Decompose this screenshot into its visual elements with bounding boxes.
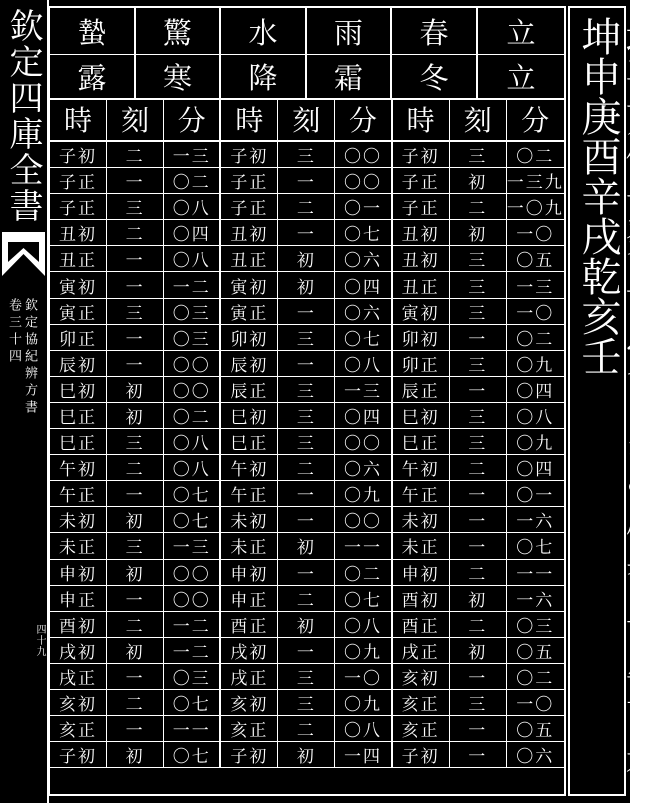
table-cell: 三 xyxy=(450,690,507,715)
table-cell: 〇八 xyxy=(164,429,221,454)
table-cell: 二 xyxy=(278,455,335,480)
table-cell: 二 xyxy=(278,716,335,741)
table-row xyxy=(50,586,564,612)
table-cell: 三 xyxy=(450,246,507,271)
table-cell: 二 xyxy=(107,690,164,715)
table-cell: 午初 xyxy=(393,455,450,480)
table-cell: 〇二 xyxy=(516,668,555,689)
table-cell: 〇八 xyxy=(164,455,221,480)
table-cell: 一三 xyxy=(335,377,392,402)
term-jing: 驚 xyxy=(136,8,221,54)
table-cell: 〇〇 xyxy=(164,560,221,585)
table-cell: 〇三 xyxy=(164,664,221,689)
table-cell: 三 xyxy=(107,194,164,219)
table-cell: 申正 xyxy=(221,586,278,611)
table-cell: 一三 xyxy=(164,142,221,167)
table-cell: 〇二 xyxy=(164,403,221,428)
table-cell: 一 xyxy=(450,325,507,350)
table-cell: 巳正 xyxy=(50,403,107,428)
table-cell: 丑初 xyxy=(221,220,278,245)
table-row xyxy=(50,690,564,716)
table-cell: 午正 xyxy=(50,481,107,506)
table-cell: 一 xyxy=(450,742,507,767)
table-cell: 酉初 xyxy=(393,586,450,611)
table-cell: 初 xyxy=(107,742,164,767)
table-cell: 未正 xyxy=(393,533,450,558)
table-cell: 亥正 xyxy=(393,716,450,741)
table-row xyxy=(50,351,564,377)
unit-ke: 刻 xyxy=(107,98,164,140)
table-cell: 初 xyxy=(107,403,164,428)
table-cell: 〇五 xyxy=(516,251,555,272)
table-cell: 一二 xyxy=(164,612,221,637)
table-cell: 二 xyxy=(107,220,164,245)
table-cell: 一〇 xyxy=(335,664,392,689)
table-cell: 巳正 xyxy=(50,429,107,454)
table-cell: 〇〇 xyxy=(164,351,221,376)
table-cell: 三 xyxy=(278,377,335,402)
table-cell: 一〇 xyxy=(516,225,555,246)
table-cell: 〇八 xyxy=(164,194,221,219)
table-cell: 戌初 xyxy=(221,638,278,663)
table-cell: 〇六 xyxy=(335,246,392,271)
table-cell: 丑初 xyxy=(50,220,107,245)
table-cell: 一 xyxy=(278,299,335,324)
time-table xyxy=(48,6,566,796)
unit-ke: 刻 xyxy=(450,98,507,140)
table-cell: 戌正 xyxy=(393,638,450,663)
table-cell: 三 xyxy=(107,429,164,454)
table-cell: 未正 xyxy=(221,533,278,558)
table-cell: 申初 xyxy=(393,560,450,585)
table-cell: 亥正 xyxy=(50,716,107,741)
term-jingzhe: 蟄 xyxy=(50,8,136,54)
table-cell: 辰正 xyxy=(393,377,450,402)
table-cell: 〇二 xyxy=(335,560,392,585)
table-cell: 初 xyxy=(278,742,335,767)
table-cell: 二 xyxy=(278,194,335,219)
table-cell: 一二 xyxy=(164,638,221,663)
table-cell: 未初 xyxy=(393,507,450,532)
table-cell: 丑初 xyxy=(393,220,450,245)
binding-margin xyxy=(0,0,49,803)
table-cell: 亥初 xyxy=(393,664,450,689)
table-cell: 初 xyxy=(107,377,164,402)
table-cell: 〇七 xyxy=(516,538,555,559)
table-cell: 三 xyxy=(107,533,164,558)
table-row xyxy=(50,560,564,586)
table-cell: 一〇 xyxy=(516,695,555,716)
table-cell: 一 xyxy=(107,664,164,689)
table-cell: 一 xyxy=(450,533,507,558)
table-cell: 巳初 xyxy=(393,403,450,428)
table-cell: 辰初 xyxy=(221,351,278,376)
table-row xyxy=(50,507,564,533)
table-row xyxy=(50,481,564,507)
table-cell: 一 xyxy=(450,664,507,689)
table-cell: 午正 xyxy=(221,481,278,506)
table-cell: 二 xyxy=(107,612,164,637)
table-cell: 酉正 xyxy=(221,612,278,637)
table-cell: 二 xyxy=(107,142,164,167)
table-cell: 一 xyxy=(107,716,164,741)
table-cell: 〇六 xyxy=(516,747,555,768)
table-cell: 一六 xyxy=(516,512,555,533)
table-cell: 二 xyxy=(278,586,335,611)
table-cell: 初 xyxy=(450,168,507,193)
table-cell: 寅正 xyxy=(221,299,278,324)
unit-fen: 分 xyxy=(335,98,392,140)
table-cell: 〇六 xyxy=(335,299,392,324)
table-cell: 一六 xyxy=(516,590,555,611)
table-cell: 申初 xyxy=(221,560,278,585)
table-cell: 三 xyxy=(278,403,335,428)
table-cell: 一 xyxy=(278,507,335,532)
table-cell: 〇四 xyxy=(335,403,392,428)
direction-text: 地平方位子癸丑艮寅甲卯乙辰巽巳丙午丁未坤申庚酉辛戌乾亥壬 xyxy=(575,16,665,776)
table-cell: 三 xyxy=(450,403,507,428)
table-cell: 未初 xyxy=(50,507,107,532)
table-cell: 一 xyxy=(107,586,164,611)
table-cell: 〇四 xyxy=(516,381,555,402)
table-cell: 三 xyxy=(450,299,507,324)
term-jiang: 降 xyxy=(221,54,307,98)
table-cell: 未初 xyxy=(221,507,278,532)
table-row xyxy=(50,612,564,638)
table-cell: 亥初 xyxy=(50,690,107,715)
table-cell: 一〇九 xyxy=(506,199,564,220)
unit-fen: 分 xyxy=(164,98,221,140)
table-cell: 午初 xyxy=(50,455,107,480)
table-cell: 巳正 xyxy=(221,429,278,454)
table-cell: 巳正 xyxy=(393,429,450,454)
table-row xyxy=(50,455,564,481)
table-cell: 一 xyxy=(107,168,164,193)
unit-shi: 時 xyxy=(221,98,278,140)
table-cell: 子初 xyxy=(221,742,278,767)
table-cell: 〇二 xyxy=(516,147,555,168)
table-cell: 巳初 xyxy=(221,403,278,428)
table-cell: 〇五 xyxy=(516,721,555,742)
table-cell: 三 xyxy=(450,272,507,297)
table-cell: 〇八 xyxy=(335,351,392,376)
table-cell: 〇五 xyxy=(516,642,555,663)
table-cell: 卯初 xyxy=(393,325,450,350)
table-cell: 申正 xyxy=(50,586,107,611)
table-cell: 子正 xyxy=(221,194,278,219)
direction-column xyxy=(568,6,665,796)
table-cell: 一一 xyxy=(335,533,392,558)
header-row-1 xyxy=(50,8,564,55)
table-cell: 一三 xyxy=(516,277,555,298)
table-cell: 三 xyxy=(450,351,507,376)
table-cell: 午初 xyxy=(221,455,278,480)
table-cell: 酉正 xyxy=(393,612,450,637)
table-cell: 初 xyxy=(450,586,507,611)
term-han: 寒 xyxy=(136,54,221,98)
table-cell: 戌正 xyxy=(50,664,107,689)
table-row xyxy=(50,168,564,194)
table-row xyxy=(50,377,564,403)
table-cell: 〇三 xyxy=(516,616,555,637)
table-cell: 初 xyxy=(107,638,164,663)
table-cell: 巳初 xyxy=(50,377,107,402)
table-cell: 丑正 xyxy=(50,246,107,271)
term-chun: 春 xyxy=(392,8,478,54)
table-cell: 子正 xyxy=(221,168,278,193)
table-cell: 戌初 xyxy=(50,638,107,663)
table-cell: 初 xyxy=(278,246,335,271)
unit-shi: 時 xyxy=(50,98,107,140)
table-cell: 一 xyxy=(278,481,335,506)
table-cell: 〇一 xyxy=(335,194,392,219)
table-cell: 二 xyxy=(450,455,507,480)
table-cell: 二 xyxy=(107,455,164,480)
table-row xyxy=(50,142,564,168)
table-cell: 〇一 xyxy=(516,486,555,507)
table-row xyxy=(50,638,564,664)
table-cell: 子正 xyxy=(50,194,107,219)
table-cell: 三 xyxy=(278,142,335,167)
margin-volume: 卷三十四 xyxy=(6,298,21,366)
table-cell: 〇九 xyxy=(516,434,555,455)
table-cell: 〇三 xyxy=(164,325,221,350)
table-body xyxy=(50,142,564,768)
table-cell: 〇七 xyxy=(164,481,221,506)
table-cell: 〇九 xyxy=(335,690,392,715)
term-li: 立 xyxy=(506,15,536,50)
table-cell: 〇七 xyxy=(335,325,392,350)
table-cell: 亥初 xyxy=(221,690,278,715)
table-cell: 子初 xyxy=(393,742,450,767)
table-cell: 一 xyxy=(278,168,335,193)
table-cell: 未正 xyxy=(50,533,107,558)
table-cell: 〇〇 xyxy=(335,507,392,532)
table-cell: 〇四 xyxy=(516,460,555,481)
table-cell: 一 xyxy=(107,272,164,297)
table-cell: 一三九 xyxy=(506,173,564,194)
table-cell: 一 xyxy=(107,351,164,376)
table-cell: 〇二 xyxy=(164,168,221,193)
table-cell: 一二 xyxy=(164,272,221,297)
table-cell: 酉初 xyxy=(50,612,107,637)
book-title: 欽定四庫全書 xyxy=(3,8,43,224)
term-li-2: 立 xyxy=(506,60,536,95)
table-cell: 一 xyxy=(450,716,507,741)
table-cell: 〇〇 xyxy=(164,377,221,402)
table-cell: 〇〇 xyxy=(335,429,392,454)
table-cell: 初 xyxy=(278,612,335,637)
table-cell: 一一 xyxy=(516,564,555,585)
table-cell: 三 xyxy=(278,690,335,715)
table-cell: 一 xyxy=(107,246,164,271)
table-cell: 一〇 xyxy=(516,303,555,324)
table-cell: 〇八 xyxy=(335,716,392,741)
table-cell: 〇九 xyxy=(335,638,392,663)
table-cell: 〇七 xyxy=(164,742,221,767)
table-cell: 寅初 xyxy=(221,272,278,297)
table-row xyxy=(50,664,564,690)
table-cell: 三 xyxy=(107,299,164,324)
table-cell: 一 xyxy=(278,351,335,376)
table-cell: 一三 xyxy=(164,533,221,558)
table-cell: 亥正 xyxy=(221,716,278,741)
table-cell: 一 xyxy=(450,481,507,506)
table-cell: 丑初 xyxy=(393,246,450,271)
table-cell: 三 xyxy=(278,429,335,454)
table-cell: 午正 xyxy=(393,481,450,506)
table-row xyxy=(50,429,564,455)
term-yu: 雨 xyxy=(307,8,392,54)
table-cell: 二 xyxy=(450,194,507,219)
table-row xyxy=(50,742,564,768)
table-cell: 卯初 xyxy=(221,325,278,350)
table-row xyxy=(50,220,564,246)
table-cell: 〇七 xyxy=(335,586,392,611)
table-cell: 三 xyxy=(450,429,507,454)
table-cell: 卯正 xyxy=(50,325,107,350)
table-cell: 二 xyxy=(450,612,507,637)
table-row xyxy=(50,325,564,351)
table-cell: 初 xyxy=(450,220,507,245)
table-cell: 一 xyxy=(107,481,164,506)
table-cell: 一一 xyxy=(164,716,221,741)
table-cell: 〇二 xyxy=(516,329,555,350)
table-cell: 三 xyxy=(450,142,507,167)
table-cell: 〇八 xyxy=(335,612,392,637)
table-cell: 子正 xyxy=(50,168,107,193)
term-shuang: 霜 xyxy=(307,54,392,98)
table-cell: 〇〇 xyxy=(164,586,221,611)
margin-book-name: 欽定協紀辨方書 xyxy=(22,298,37,417)
table-cell: 初 xyxy=(278,533,335,558)
table-cell: 一 xyxy=(107,325,164,350)
table-cell: 〇〇 xyxy=(335,142,392,167)
table-cell: 初 xyxy=(107,560,164,585)
table-row xyxy=(50,299,564,325)
table-cell: 〇八 xyxy=(164,246,221,271)
table-cell: 〇八 xyxy=(516,407,555,428)
table-row xyxy=(50,246,564,272)
table-cell: 寅正 xyxy=(50,299,107,324)
table-cell: 子初 xyxy=(393,142,450,167)
unit-fen: 分 xyxy=(521,104,550,137)
table-cell: 寅初 xyxy=(50,272,107,297)
table-cell: 一 xyxy=(450,507,507,532)
table-cell: 寅初 xyxy=(393,299,450,324)
table-row xyxy=(50,533,564,559)
table-cell: 初 xyxy=(278,272,335,297)
unit-header-row xyxy=(50,98,564,142)
fish-tail-mark-icon xyxy=(2,232,45,276)
table-cell: 〇三 xyxy=(164,299,221,324)
table-row xyxy=(50,403,564,429)
term-lu: 露 xyxy=(50,54,136,98)
table-cell: 子初 xyxy=(50,142,107,167)
table-cell: 〇九 xyxy=(516,355,555,376)
term-dong: 冬 xyxy=(392,54,478,98)
table-cell: 二 xyxy=(450,560,507,585)
table-cell: 丑正 xyxy=(221,246,278,271)
table-cell: 子初 xyxy=(221,142,278,167)
table-cell: 一 xyxy=(278,638,335,663)
table-row xyxy=(50,194,564,220)
table-cell: 一 xyxy=(278,560,335,585)
table-cell: 三 xyxy=(278,664,335,689)
unit-shi: 時 xyxy=(393,98,450,140)
table-cell: 一 xyxy=(450,377,507,402)
table-cell: 〇七 xyxy=(164,507,221,532)
table-cell: 〇七 xyxy=(335,220,392,245)
table-row xyxy=(50,716,564,742)
table-cell: 〇四 xyxy=(164,220,221,245)
table-cell: 申初 xyxy=(50,560,107,585)
table-cell: 初 xyxy=(107,507,164,532)
table-cell: 辰正 xyxy=(221,377,278,402)
folio-number: 四十九 xyxy=(34,624,45,657)
table-row xyxy=(50,272,564,298)
table-cell: 卯正 xyxy=(393,351,450,376)
table-cell: 子正 xyxy=(393,168,450,193)
table-cell: 〇四 xyxy=(335,272,392,297)
table-cell: 亥正 xyxy=(393,690,450,715)
table-cell: 一 xyxy=(278,220,335,245)
table-cell: 〇六 xyxy=(335,455,392,480)
table-cell: 子正 xyxy=(393,194,450,219)
header-row-2 xyxy=(50,54,564,100)
table-cell: 〇九 xyxy=(335,481,392,506)
table-cell: 〇七 xyxy=(164,690,221,715)
table-cell: 初 xyxy=(450,638,507,663)
table-cell: 戌正 xyxy=(221,664,278,689)
term-shui: 水 xyxy=(221,8,307,54)
table-cell: 辰初 xyxy=(50,351,107,376)
table-cell: 〇〇 xyxy=(335,168,392,193)
table-cell: 一四 xyxy=(335,742,392,767)
table-cell: 三 xyxy=(278,325,335,350)
table-cell: 丑正 xyxy=(393,272,450,297)
table-cell: 子初 xyxy=(50,742,107,767)
unit-ke: 刻 xyxy=(278,98,335,140)
